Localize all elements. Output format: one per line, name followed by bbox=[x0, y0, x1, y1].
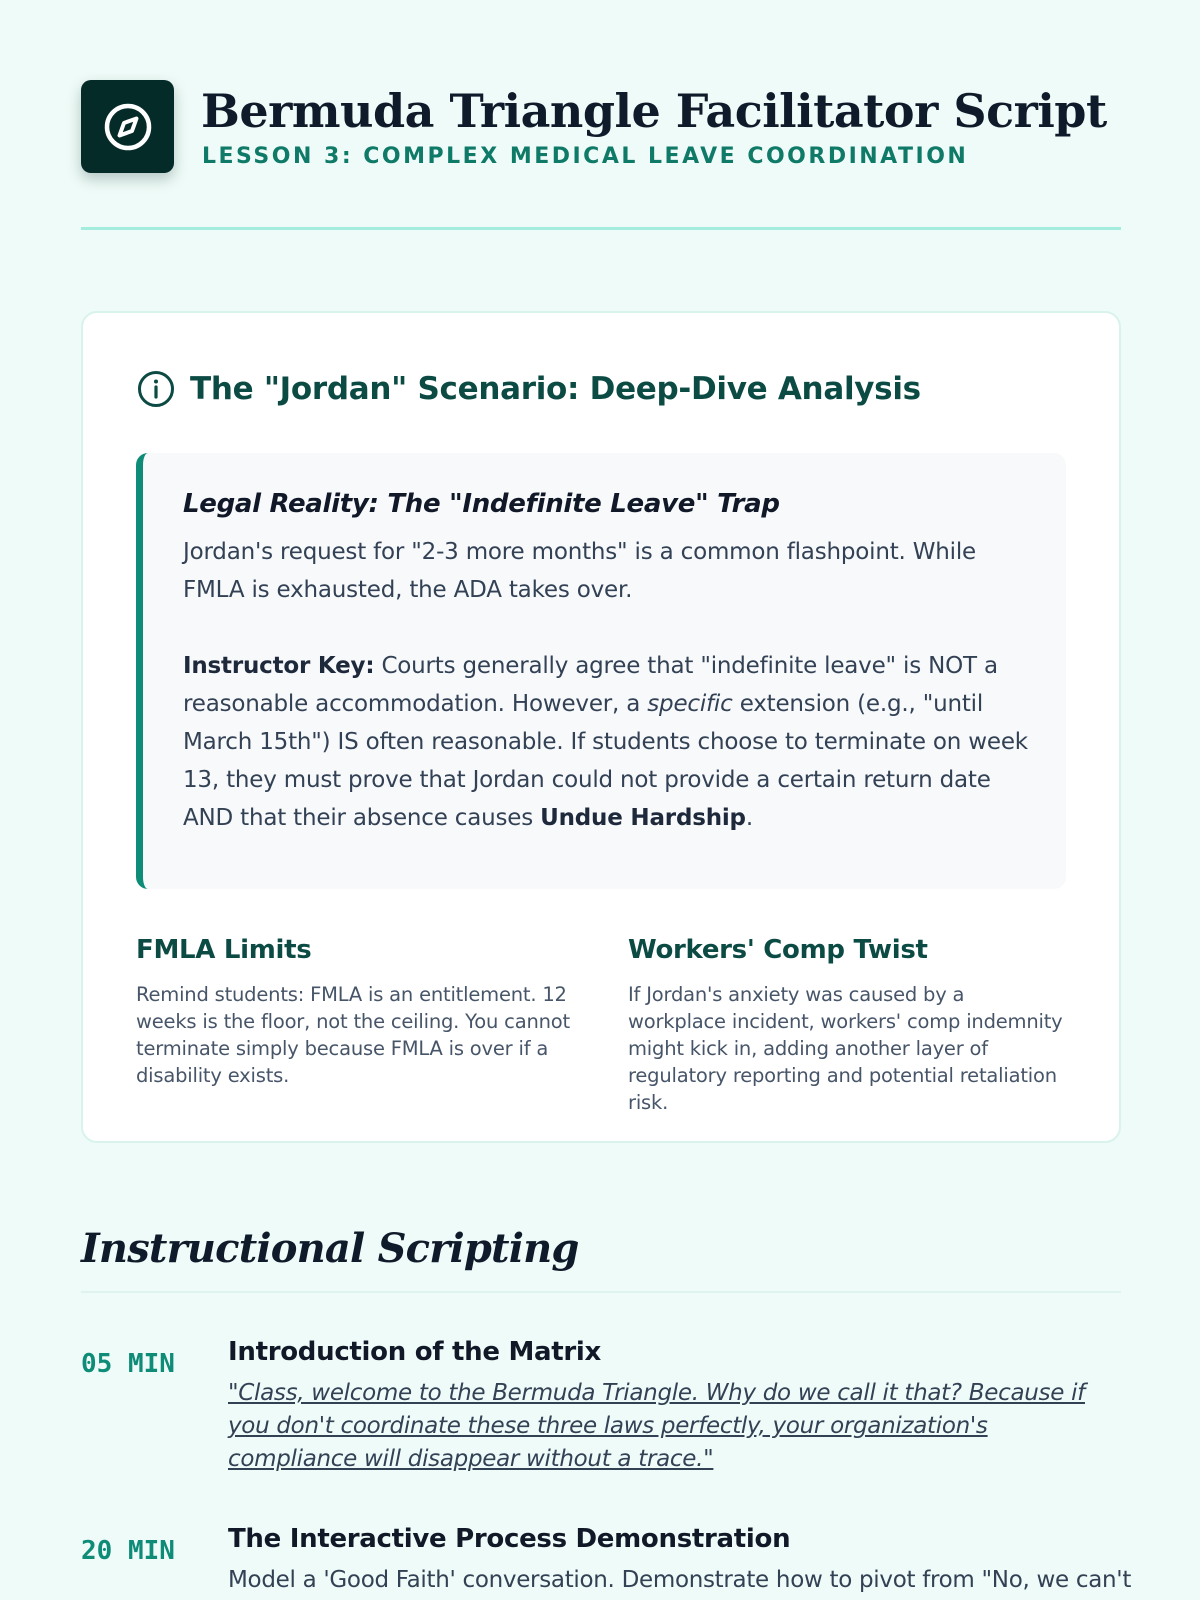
header-divider bbox=[81, 227, 1121, 230]
scenario-card bbox=[81, 311, 1121, 1143]
instructor-key-paragraph bbox=[183, 647, 1028, 837]
scenario-title-row bbox=[136, 369, 921, 409]
item-quote: "Class, welcome to the Bermuda Triangle. Why do we call it that? Because if you don't coordinate these three laws perfectly, your organization's compliance will disappear without a trace." bbox=[228, 1380, 1085, 1472]
fmla-limits-column bbox=[136, 935, 576, 1089]
instructor-key-label: Instructor Key: bbox=[183, 653, 375, 679]
column-text: Remind students: FMLA is an entitlement. 12 weeks is the floor, not the ceiling. You cannot terminate simply because FMLA is over if a disability exists. bbox=[136, 983, 570, 1087]
callout-paragraph: Jordan's request for "2-3 more months" is a common flashpoint. While FMLA is exhausted, the ADA takes over. bbox=[183, 539, 976, 603]
column-heading: FMLA Limits bbox=[136, 935, 312, 965]
instructor-key-text: extension (e.g., "until March 15th") IS often reasonable. If students choose to terminate on week 13, they must prove that Jordan could not provide a certain return date AND that their absence causes bbox=[183, 691, 1028, 831]
scenario-title: The "Jordan" Scenario: Deep-Dive Analysis bbox=[190, 371, 921, 407]
page-title: Bermuda Triangle Facilitator Script bbox=[201, 84, 1107, 138]
callout-heading: Legal Reality: The "Indefinite Leave" Trap bbox=[183, 489, 780, 519]
column-heading: Workers' Comp Twist bbox=[628, 935, 928, 965]
page-header bbox=[81, 80, 1121, 230]
instructor-key-emphasis: specific bbox=[647, 691, 733, 717]
item-body bbox=[228, 1337, 1108, 1476]
item-description: Model a 'Good Faith' conversation. Demonstrate how to pivot from "No, we can't bbox=[228, 1567, 1132, 1593]
info-circle-icon bbox=[136, 369, 176, 409]
legal-reality-callout bbox=[136, 453, 1066, 889]
scripting-section-title: Instructional Scripting bbox=[81, 1225, 579, 1272]
undue-hardship-term: Undue Hardship bbox=[540, 805, 746, 831]
item-title: Introduction of the Matrix bbox=[228, 1337, 601, 1367]
item-duration: 05 MIN bbox=[81, 1349, 175, 1379]
item-title: The Interactive Process Demonstration bbox=[228, 1524, 791, 1554]
instructor-key-text: Courts generally agree that "indefinite leave" is NOT a reasonable accommodation. However, a bbox=[183, 653, 998, 717]
compass-icon bbox=[102, 101, 154, 153]
workers-comp-column bbox=[628, 935, 1068, 1116]
logo-badge bbox=[81, 80, 174, 173]
section-divider bbox=[81, 1291, 1121, 1293]
instructor-key-text: . bbox=[745, 805, 753, 831]
page-subtitle: LESSON 3: COMPLEX MEDICAL LEAVE COORDINATION bbox=[202, 144, 969, 169]
item-duration: 20 MIN bbox=[81, 1536, 175, 1566]
item-body bbox=[228, 1524, 1132, 1597]
column-text: If Jordan's anxiety was caused by a workplace incident, workers' comp indemnity might kick in, adding another layer of regulatory reporting and potential retaliation risk. bbox=[628, 983, 1063, 1114]
